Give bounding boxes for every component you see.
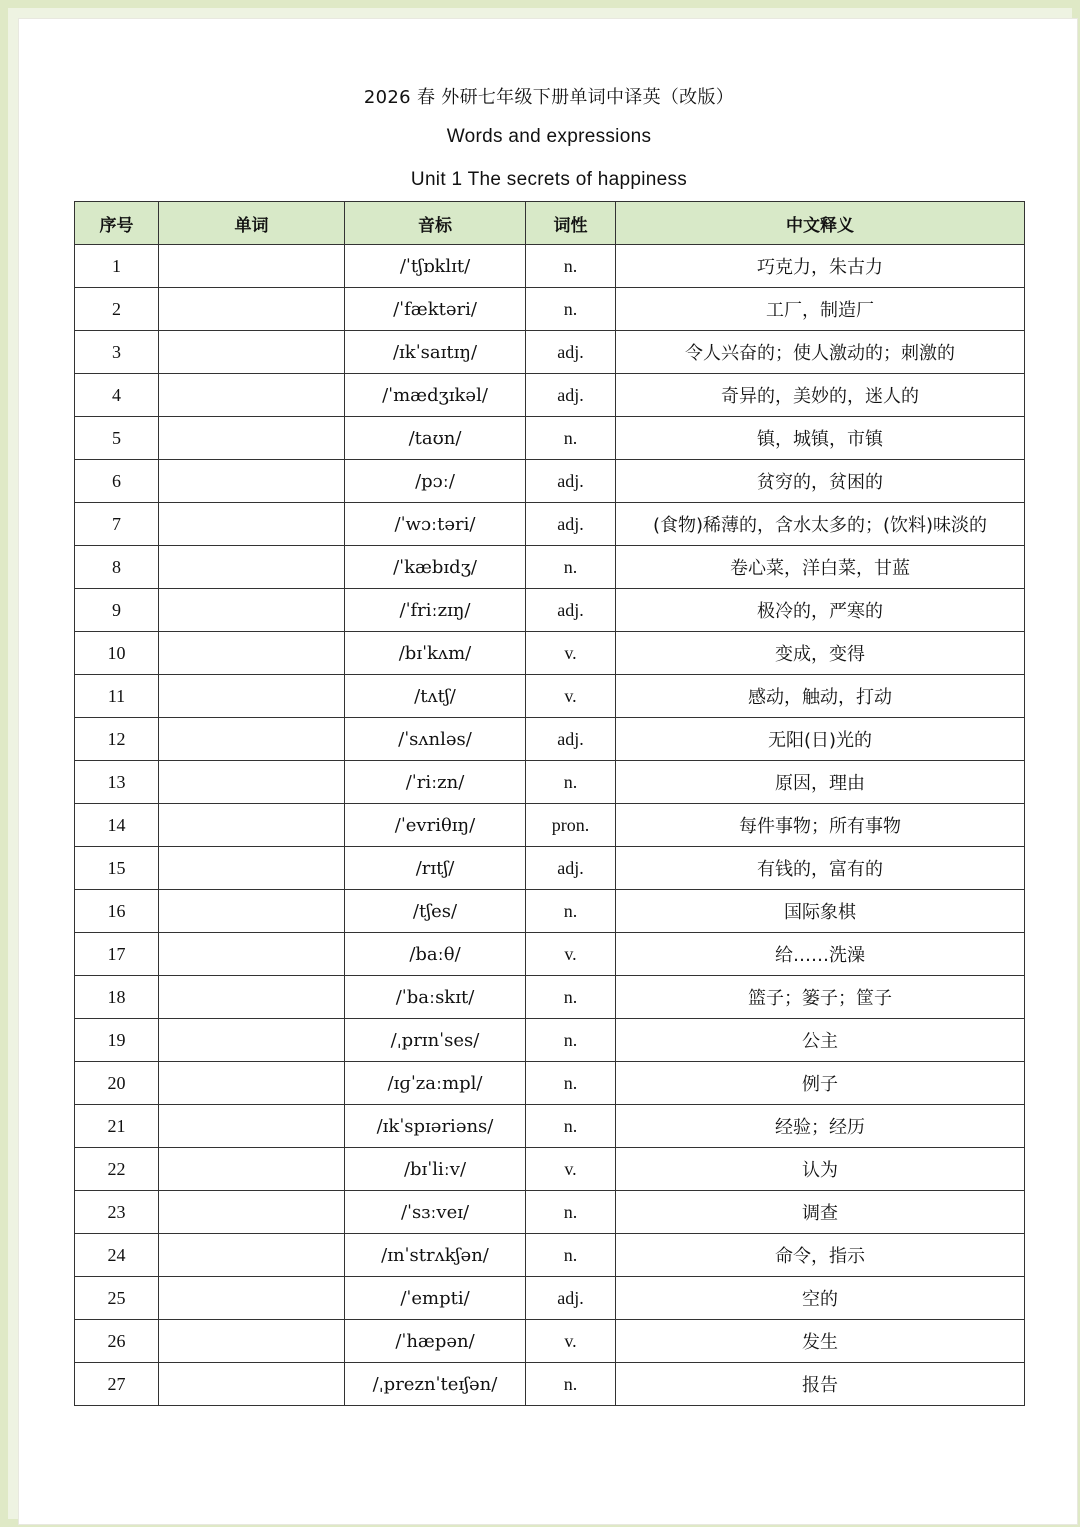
table-row <box>75 1148 1025 1191</box>
row-number: 10 <box>75 632 159 675</box>
document-subtitle: Words and expressions <box>446 126 652 147</box>
chinese-meaning-cell: 例子 <box>616 1062 1025 1105</box>
row-number: 15 <box>75 847 159 890</box>
table-row <box>75 288 1025 331</box>
word-answer-cell[interactable] <box>159 933 345 976</box>
word-answer-cell[interactable] <box>159 1191 345 1234</box>
part-of-speech-cell: v. <box>526 1148 616 1191</box>
chinese-meaning-cell: 工厂，制造厂 <box>616 288 1025 331</box>
part-of-speech-cell: n. <box>526 245 616 288</box>
table-row <box>75 761 1025 804</box>
table-row <box>75 331 1025 374</box>
word-answer-cell[interactable] <box>159 1234 345 1277</box>
phonetic-cell: /rɪtʃ/ <box>345 847 526 890</box>
word-answer-cell[interactable] <box>159 1019 345 1062</box>
row-number: 27 <box>75 1363 159 1406</box>
row-number: 16 <box>75 890 159 933</box>
word-answer-cell[interactable] <box>159 374 345 417</box>
chinese-meaning-cell: 命令，指示 <box>616 1234 1025 1277</box>
row-number: 23 <box>75 1191 159 1234</box>
part-of-speech-cell: pron. <box>526 804 616 847</box>
part-of-speech-cell: n. <box>526 546 616 589</box>
phonetic-cell: /pɔː/ <box>345 460 526 503</box>
phonetic-cell: /taʊn/ <box>345 417 526 460</box>
part-of-speech-cell: v. <box>526 632 616 675</box>
row-number: 20 <box>75 1062 159 1105</box>
part-of-speech-cell: adj. <box>526 331 616 374</box>
table-row <box>75 1363 1025 1406</box>
phonetic-cell: /ˈfriːzɪŋ/ <box>345 589 526 632</box>
phonetic-cell: /ˈempti/ <box>345 1277 526 1320</box>
table-row <box>75 1277 1025 1320</box>
table-row <box>75 503 1025 546</box>
word-answer-cell[interactable] <box>159 675 345 718</box>
table-row <box>75 589 1025 632</box>
row-number: 14 <box>75 804 159 847</box>
row-number: 1 <box>75 245 159 288</box>
document-title: 2026 春 外研七年级下册单词中译英（改版） <box>363 87 735 108</box>
word-answer-cell[interactable] <box>159 761 345 804</box>
chinese-meaning-cell: 令人兴奋的；使人激动的；刺激的 <box>616 331 1025 374</box>
word-answer-cell[interactable] <box>159 1320 345 1363</box>
chinese-meaning-cell: 国际象棋 <box>616 890 1025 933</box>
chinese-meaning-cell: (食物)稀薄的，含水太多的；(饮料)味淡的 <box>616 503 1025 546</box>
word-answer-cell[interactable] <box>159 589 345 632</box>
row-number: 22 <box>75 1148 159 1191</box>
table-row <box>75 1019 1025 1062</box>
row-number: 13 <box>75 761 159 804</box>
chinese-meaning-cell: 给……洗澡 <box>616 933 1025 976</box>
chinese-meaning-cell: 镇，城镇，市镇 <box>616 417 1025 460</box>
phonetic-cell: /ˈtʃɒklɪt/ <box>345 245 526 288</box>
table-row <box>75 1105 1025 1148</box>
chinese-meaning-cell: 无阳(日)光的 <box>616 718 1025 761</box>
word-answer-cell[interactable] <box>159 331 345 374</box>
word-answer-cell[interactable] <box>159 718 345 761</box>
word-answer-cell[interactable] <box>159 245 345 288</box>
chinese-meaning-cell: 有钱的，富有的 <box>616 847 1025 890</box>
chinese-meaning-cell: 篮子；篓子；筐子 <box>616 976 1025 1019</box>
word-answer-cell[interactable] <box>159 288 345 331</box>
worksheet-page <box>18 18 1078 1525</box>
chinese-meaning-cell: 发生 <box>616 1320 1025 1363</box>
row-number: 11 <box>75 675 159 718</box>
chinese-meaning-cell: 空的 <box>616 1277 1025 1320</box>
part-of-speech-cell: adj. <box>526 503 616 546</box>
row-number: 5 <box>75 417 159 460</box>
word-answer-cell[interactable] <box>159 546 345 589</box>
part-of-speech-cell: v. <box>526 1320 616 1363</box>
word-answer-cell[interactable] <box>159 847 345 890</box>
phonetic-cell: /baːθ/ <box>345 933 526 976</box>
word-answer-cell[interactable] <box>159 1148 345 1191</box>
table-header-row <box>75 202 1025 245</box>
column-header-number: 序号 <box>75 202 159 245</box>
phonetic-cell: /ˌprɪnˈses/ <box>345 1019 526 1062</box>
part-of-speech-cell: n. <box>526 1234 616 1277</box>
part-of-speech-cell: n. <box>526 890 616 933</box>
part-of-speech-cell: v. <box>526 933 616 976</box>
row-number: 8 <box>75 546 159 589</box>
chinese-meaning-cell: 公主 <box>616 1019 1025 1062</box>
column-header-part-of-speech: 词性 <box>526 202 616 245</box>
unit-heading: Unit 1 The secrets of happiness <box>410 169 688 190</box>
chinese-meaning-cell: 奇异的，美妙的，迷人的 <box>616 374 1025 417</box>
chinese-meaning-cell: 报告 <box>616 1363 1025 1406</box>
chinese-meaning-cell: 认为 <box>616 1148 1025 1191</box>
chinese-meaning-cell: 贫穷的，贫困的 <box>616 460 1025 503</box>
table-row <box>75 675 1025 718</box>
row-number: 2 <box>75 288 159 331</box>
phonetic-cell: /ˈsʌnləs/ <box>345 718 526 761</box>
phonetic-cell: /ˈbaːskɪt/ <box>345 976 526 1019</box>
part-of-speech-cell: n. <box>526 976 616 1019</box>
table-row <box>75 1234 1025 1277</box>
table-row <box>75 374 1025 417</box>
phonetic-cell: /ˈmædʒɪkəl/ <box>345 374 526 417</box>
column-header-word: 单词 <box>159 202 345 245</box>
table-row <box>75 804 1025 847</box>
table-row <box>75 417 1025 460</box>
phonetic-cell: /ˈhæpən/ <box>345 1320 526 1363</box>
row-number: 3 <box>75 331 159 374</box>
row-number: 18 <box>75 976 159 1019</box>
row-number: 9 <box>75 589 159 632</box>
phonetic-cell: /tʌtʃ/ <box>345 675 526 718</box>
row-number: 24 <box>75 1234 159 1277</box>
row-number: 26 <box>75 1320 159 1363</box>
vocabulary-table <box>74 201 1025 1406</box>
part-of-speech-cell: n. <box>526 1019 616 1062</box>
chinese-meaning-cell: 极冷的，严寒的 <box>616 589 1025 632</box>
phonetic-cell: /ˈsɜːveɪ/ <box>345 1191 526 1234</box>
part-of-speech-cell: n. <box>526 1062 616 1105</box>
table-row <box>75 847 1025 890</box>
phonetic-cell: /tʃes/ <box>345 890 526 933</box>
phonetic-cell: /ˈwɔːtəri/ <box>345 503 526 546</box>
part-of-speech-cell: n. <box>526 288 616 331</box>
word-answer-cell[interactable] <box>159 1062 345 1105</box>
word-answer-cell[interactable] <box>159 1105 345 1148</box>
word-answer-cell[interactable] <box>159 804 345 847</box>
phonetic-cell: /ɪnˈstrʌkʃən/ <box>345 1234 526 1277</box>
phonetic-cell: /ˈriːzn/ <box>345 761 526 804</box>
part-of-speech-cell: n. <box>526 1105 616 1148</box>
chinese-meaning-cell: 原因，理由 <box>616 761 1025 804</box>
row-number: 21 <box>75 1105 159 1148</box>
row-number: 17 <box>75 933 159 976</box>
chinese-meaning-cell: 调查 <box>616 1191 1025 1234</box>
table-row <box>75 933 1025 976</box>
word-answer-cell[interactable] <box>159 890 345 933</box>
phonetic-cell: /bɪˈliːv/ <box>345 1148 526 1191</box>
table-row <box>75 460 1025 503</box>
word-answer-cell[interactable] <box>159 503 345 546</box>
part-of-speech-cell: adj. <box>526 847 616 890</box>
phonetic-cell: /ˈkæbɪdʒ/ <box>345 546 526 589</box>
chinese-meaning-cell: 经验；经历 <box>616 1105 1025 1148</box>
row-number: 25 <box>75 1277 159 1320</box>
row-number: 7 <box>75 503 159 546</box>
phonetic-cell: /ɪɡˈzaːmpl/ <box>345 1062 526 1105</box>
column-header-chinese-meaning: 中文释义 <box>616 202 1025 245</box>
phonetic-cell: /bɪˈkʌm/ <box>345 632 526 675</box>
table-row <box>75 976 1025 1019</box>
table-row <box>75 718 1025 761</box>
part-of-speech-cell: n. <box>526 417 616 460</box>
word-answer-cell[interactable] <box>159 632 345 675</box>
table-row <box>75 1320 1025 1363</box>
part-of-speech-cell: n. <box>526 1363 616 1406</box>
row-number: 12 <box>75 718 159 761</box>
row-number: 4 <box>75 374 159 417</box>
phonetic-cell: /ɪkˈsaɪtɪŋ/ <box>345 331 526 374</box>
word-answer-cell[interactable] <box>159 1363 345 1406</box>
table-row <box>75 1062 1025 1105</box>
table-row <box>75 546 1025 589</box>
word-answer-cell[interactable] <box>159 417 345 460</box>
word-answer-cell[interactable] <box>159 976 345 1019</box>
row-number: 19 <box>75 1019 159 1062</box>
part-of-speech-cell: adj. <box>526 718 616 761</box>
table-row <box>75 632 1025 675</box>
part-of-speech-cell: v. <box>526 675 616 718</box>
word-answer-cell[interactable] <box>159 1277 345 1320</box>
chinese-meaning-cell: 变成，变得 <box>616 632 1025 675</box>
row-number: 6 <box>75 460 159 503</box>
phonetic-cell: /ˈevriθɪŋ/ <box>345 804 526 847</box>
chinese-meaning-cell: 感动，触动，打动 <box>616 675 1025 718</box>
phonetic-cell: /ˌpreznˈteɪʃən/ <box>345 1363 526 1406</box>
table-row <box>75 1191 1025 1234</box>
phonetic-cell: /ˈfæktəri/ <box>345 288 526 331</box>
table-row <box>75 890 1025 933</box>
chinese-meaning-cell: 每件事物；所有事物 <box>616 804 1025 847</box>
part-of-speech-cell: adj. <box>526 460 616 503</box>
word-answer-cell[interactable] <box>159 460 345 503</box>
part-of-speech-cell: n. <box>526 761 616 804</box>
part-of-speech-cell: adj. <box>526 1277 616 1320</box>
part-of-speech-cell: adj. <box>526 374 616 417</box>
column-header-phonetic: 音标 <box>345 202 526 245</box>
chinese-meaning-cell: 卷心菜，洋白菜，甘蓝 <box>616 546 1025 589</box>
part-of-speech-cell: n. <box>526 1191 616 1234</box>
part-of-speech-cell: adj. <box>526 589 616 632</box>
phonetic-cell: /ɪkˈspɪəriəns/ <box>345 1105 526 1148</box>
table-row <box>75 245 1025 288</box>
chinese-meaning-cell: 巧克力，朱古力 <box>616 245 1025 288</box>
